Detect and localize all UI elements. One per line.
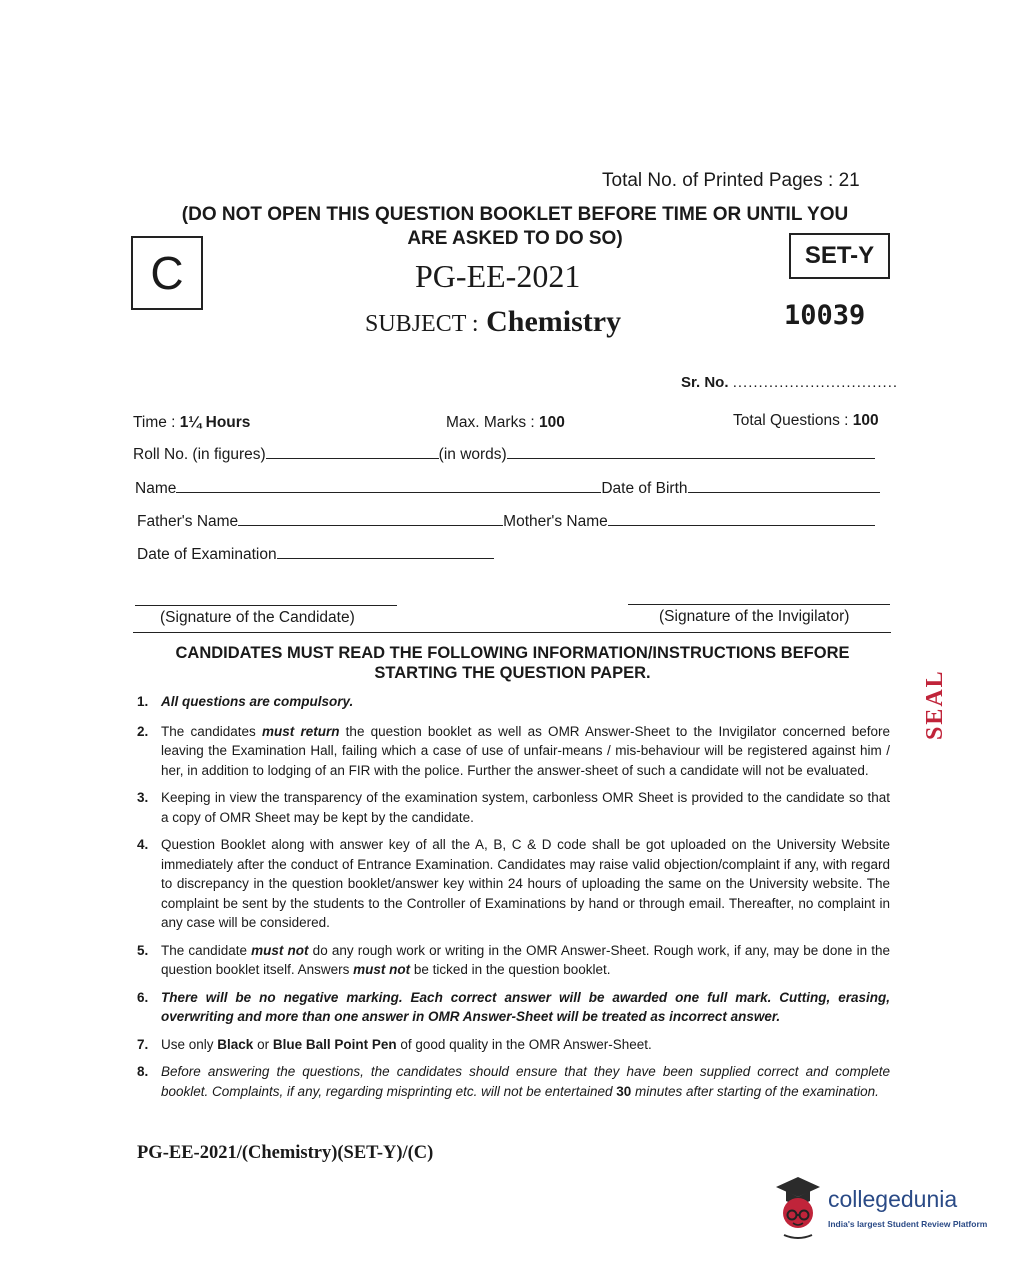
instruction-item xyxy=(137,1062,890,1101)
instruction-number: 1. xyxy=(137,694,149,709)
warning-line-2: ARE ASKED TO DO SO) xyxy=(407,228,623,249)
time-allowed xyxy=(133,414,250,432)
instruction-text: The candidate xyxy=(161,942,252,958)
instruction-text: of good quality in the OMR Answer-Sheet. xyxy=(396,1036,652,1052)
total-questions-label: Total Questions : xyxy=(733,412,853,429)
doe-row xyxy=(137,544,494,564)
roll-words-field[interactable] xyxy=(507,444,875,459)
time-value: 1¼ Hours xyxy=(179,414,251,431)
instructions-heading-line-1: CANDIDATES MUST READ THE FOLLOWING INFORMATION/INSTRUCTIONS BEFORE xyxy=(175,644,850,662)
father-name-field[interactable] xyxy=(238,511,503,526)
father-name-label: Father's Name xyxy=(137,513,239,530)
instruction-text: There will be no negative marking. Each correct answer will be awarded one full mark. Cutting, erasing, overwriting and more than one answer in OMR Answer-Sheet will be treated as incorrect answer. xyxy=(161,989,890,1024)
instruction-number: 4. xyxy=(137,837,149,852)
instruction-text: The candidates xyxy=(161,723,262,739)
candidate-signature-line[interactable] xyxy=(135,605,397,606)
brand-name: collegedunia xyxy=(828,1186,958,1212)
doe-field[interactable] xyxy=(277,544,494,559)
doe-label: Date of Examination xyxy=(137,546,277,563)
instructions-list xyxy=(137,692,890,1109)
warning-line-1: (DO NOT OPEN THIS QUESTION BOOKLET BEFORE TIME OR UNTIL YOU xyxy=(181,204,849,225)
instruction-number: 7. xyxy=(137,1036,149,1052)
max-marks-label: Max. Marks : xyxy=(446,414,540,431)
instruction-text: minutes after starting of the examination. xyxy=(631,1083,879,1099)
instruction-number: 8. xyxy=(137,1064,149,1079)
max-marks xyxy=(446,414,565,432)
invigilator-signature-line[interactable] xyxy=(628,604,890,605)
invigilator-signature-label: (Signature of the Invigilator) xyxy=(659,608,850,625)
mother-name-field[interactable] xyxy=(608,511,875,526)
instruction-emphasis: must not xyxy=(353,962,411,977)
instruction-emphasis: Black xyxy=(217,1036,254,1052)
exam-code: PG-EE-2021 xyxy=(415,258,581,294)
instruction-number: 3. xyxy=(137,790,149,805)
subject-line xyxy=(365,305,621,339)
candidate-signature-label: (Signature of the Candidate) xyxy=(160,609,355,626)
footer-exam-code: PG-EE-2021/(Chemistry)(SET-Y)/(C) xyxy=(137,1143,434,1163)
sr-no-field[interactable]: ................................ xyxy=(732,374,899,391)
instruction-number: 2. xyxy=(137,723,149,739)
total-questions-value: 100 xyxy=(852,412,879,429)
instruction-item xyxy=(137,788,890,827)
instruction-item xyxy=(137,1035,890,1055)
dob-field[interactable] xyxy=(688,478,880,493)
parents-row xyxy=(137,511,875,531)
time-label: Time : xyxy=(133,414,180,431)
booklet-code-box: C xyxy=(131,236,203,310)
roll-words-label: (in words) xyxy=(438,446,507,463)
instruction-text: do any rough work or writing in the OMR Answer-Sheet. Rough work, if any, may be done in the question booklet itself. Answers xyxy=(161,942,890,977)
instruction-item xyxy=(137,941,890,980)
subject-value: Chemistry xyxy=(486,305,622,338)
instruction-text: or xyxy=(253,1036,273,1052)
instruction-text: All questions are compulsory. xyxy=(161,694,354,709)
divider xyxy=(133,632,891,633)
instructions-heading xyxy=(130,643,895,683)
instruction-item xyxy=(137,988,890,1027)
sr-no-label: Sr. No. xyxy=(681,374,729,391)
roll-no-row xyxy=(133,444,875,464)
total-questions xyxy=(733,412,879,430)
sr-no xyxy=(681,374,898,391)
instruction-text: Before answering the questions, the candidates should ensure that they have been supplied correct and complete booklet. Complaints, if any, regarding misprinting etc. will not be entertained xyxy=(161,1064,890,1099)
instruction-number: 5. xyxy=(137,942,149,958)
serial-number: 10039 xyxy=(784,300,866,331)
name-row xyxy=(135,478,880,498)
collegedunia-logo-icon xyxy=(770,1175,826,1241)
printed-pages-count: Total No. of Printed Pages : 21 xyxy=(602,170,860,191)
instruction-emphasis: must return xyxy=(261,723,340,739)
name-label: Name xyxy=(135,480,177,497)
instruction-text: Use only xyxy=(161,1036,218,1052)
brand-tagline: India's largest Student Review Platform xyxy=(828,1219,988,1229)
instructions-heading-line-2: STARTING THE QUESTION PAPER. xyxy=(374,664,651,682)
instruction-emphasis: Blue Ball Point Pen xyxy=(272,1036,397,1052)
instruction-text: Question Booklet along with answer key of all the A, B, C & D code shall be got uploaded on the University Website immediately after the conduct of Entrance Examination. Candidates may raise valid objection/complaint if any, with regard to discrepancy in the question booklet/answer key within 24 hours of uploading the same on the University website. The complaint be sent by the students to the Controller of Examinations by hand or through email. Thereafter, no complaint in any case will be considered. xyxy=(161,837,890,930)
dob-label: Date of Birth xyxy=(601,480,688,497)
instruction-emphasis: must not xyxy=(251,942,309,958)
max-marks-value: 100 xyxy=(539,414,565,431)
instruction-item xyxy=(137,835,890,933)
name-field[interactable] xyxy=(176,478,601,493)
instruction-text: the question booklet as well as OMR Answer-Sheet to the Invigilator concerned before leaving the Examination Hall, failing which a case of use of unfair-means / mis-behaviour will be registered against him / her, in addition to lodging of an FIR with the police. Further the answer-sheet of such a candidate will not be evaluated. xyxy=(161,723,890,778)
roll-figures-label: Roll No. (in figures) xyxy=(133,446,266,463)
instruction-item xyxy=(137,722,890,781)
instruction-emphasis: 30 xyxy=(616,1083,632,1099)
instruction-text: Keeping in view the transparency of the examination system, carbonless OMR Sheet is provided to the candidate so that a copy of OMR Sheet may be kept by the candidate. xyxy=(161,790,890,825)
instruction-number: 6. xyxy=(137,989,149,1005)
seal-stamp: SEAL xyxy=(922,669,948,740)
instruction-item xyxy=(137,692,890,712)
instruction-text: be ticked in the question booklet. xyxy=(410,962,611,977)
mother-name-label: Mother's Name xyxy=(503,513,608,530)
set-box: SET-Y xyxy=(789,233,890,279)
subject-label: SUBJECT : xyxy=(365,311,479,337)
roll-figures-field[interactable] xyxy=(266,444,439,459)
